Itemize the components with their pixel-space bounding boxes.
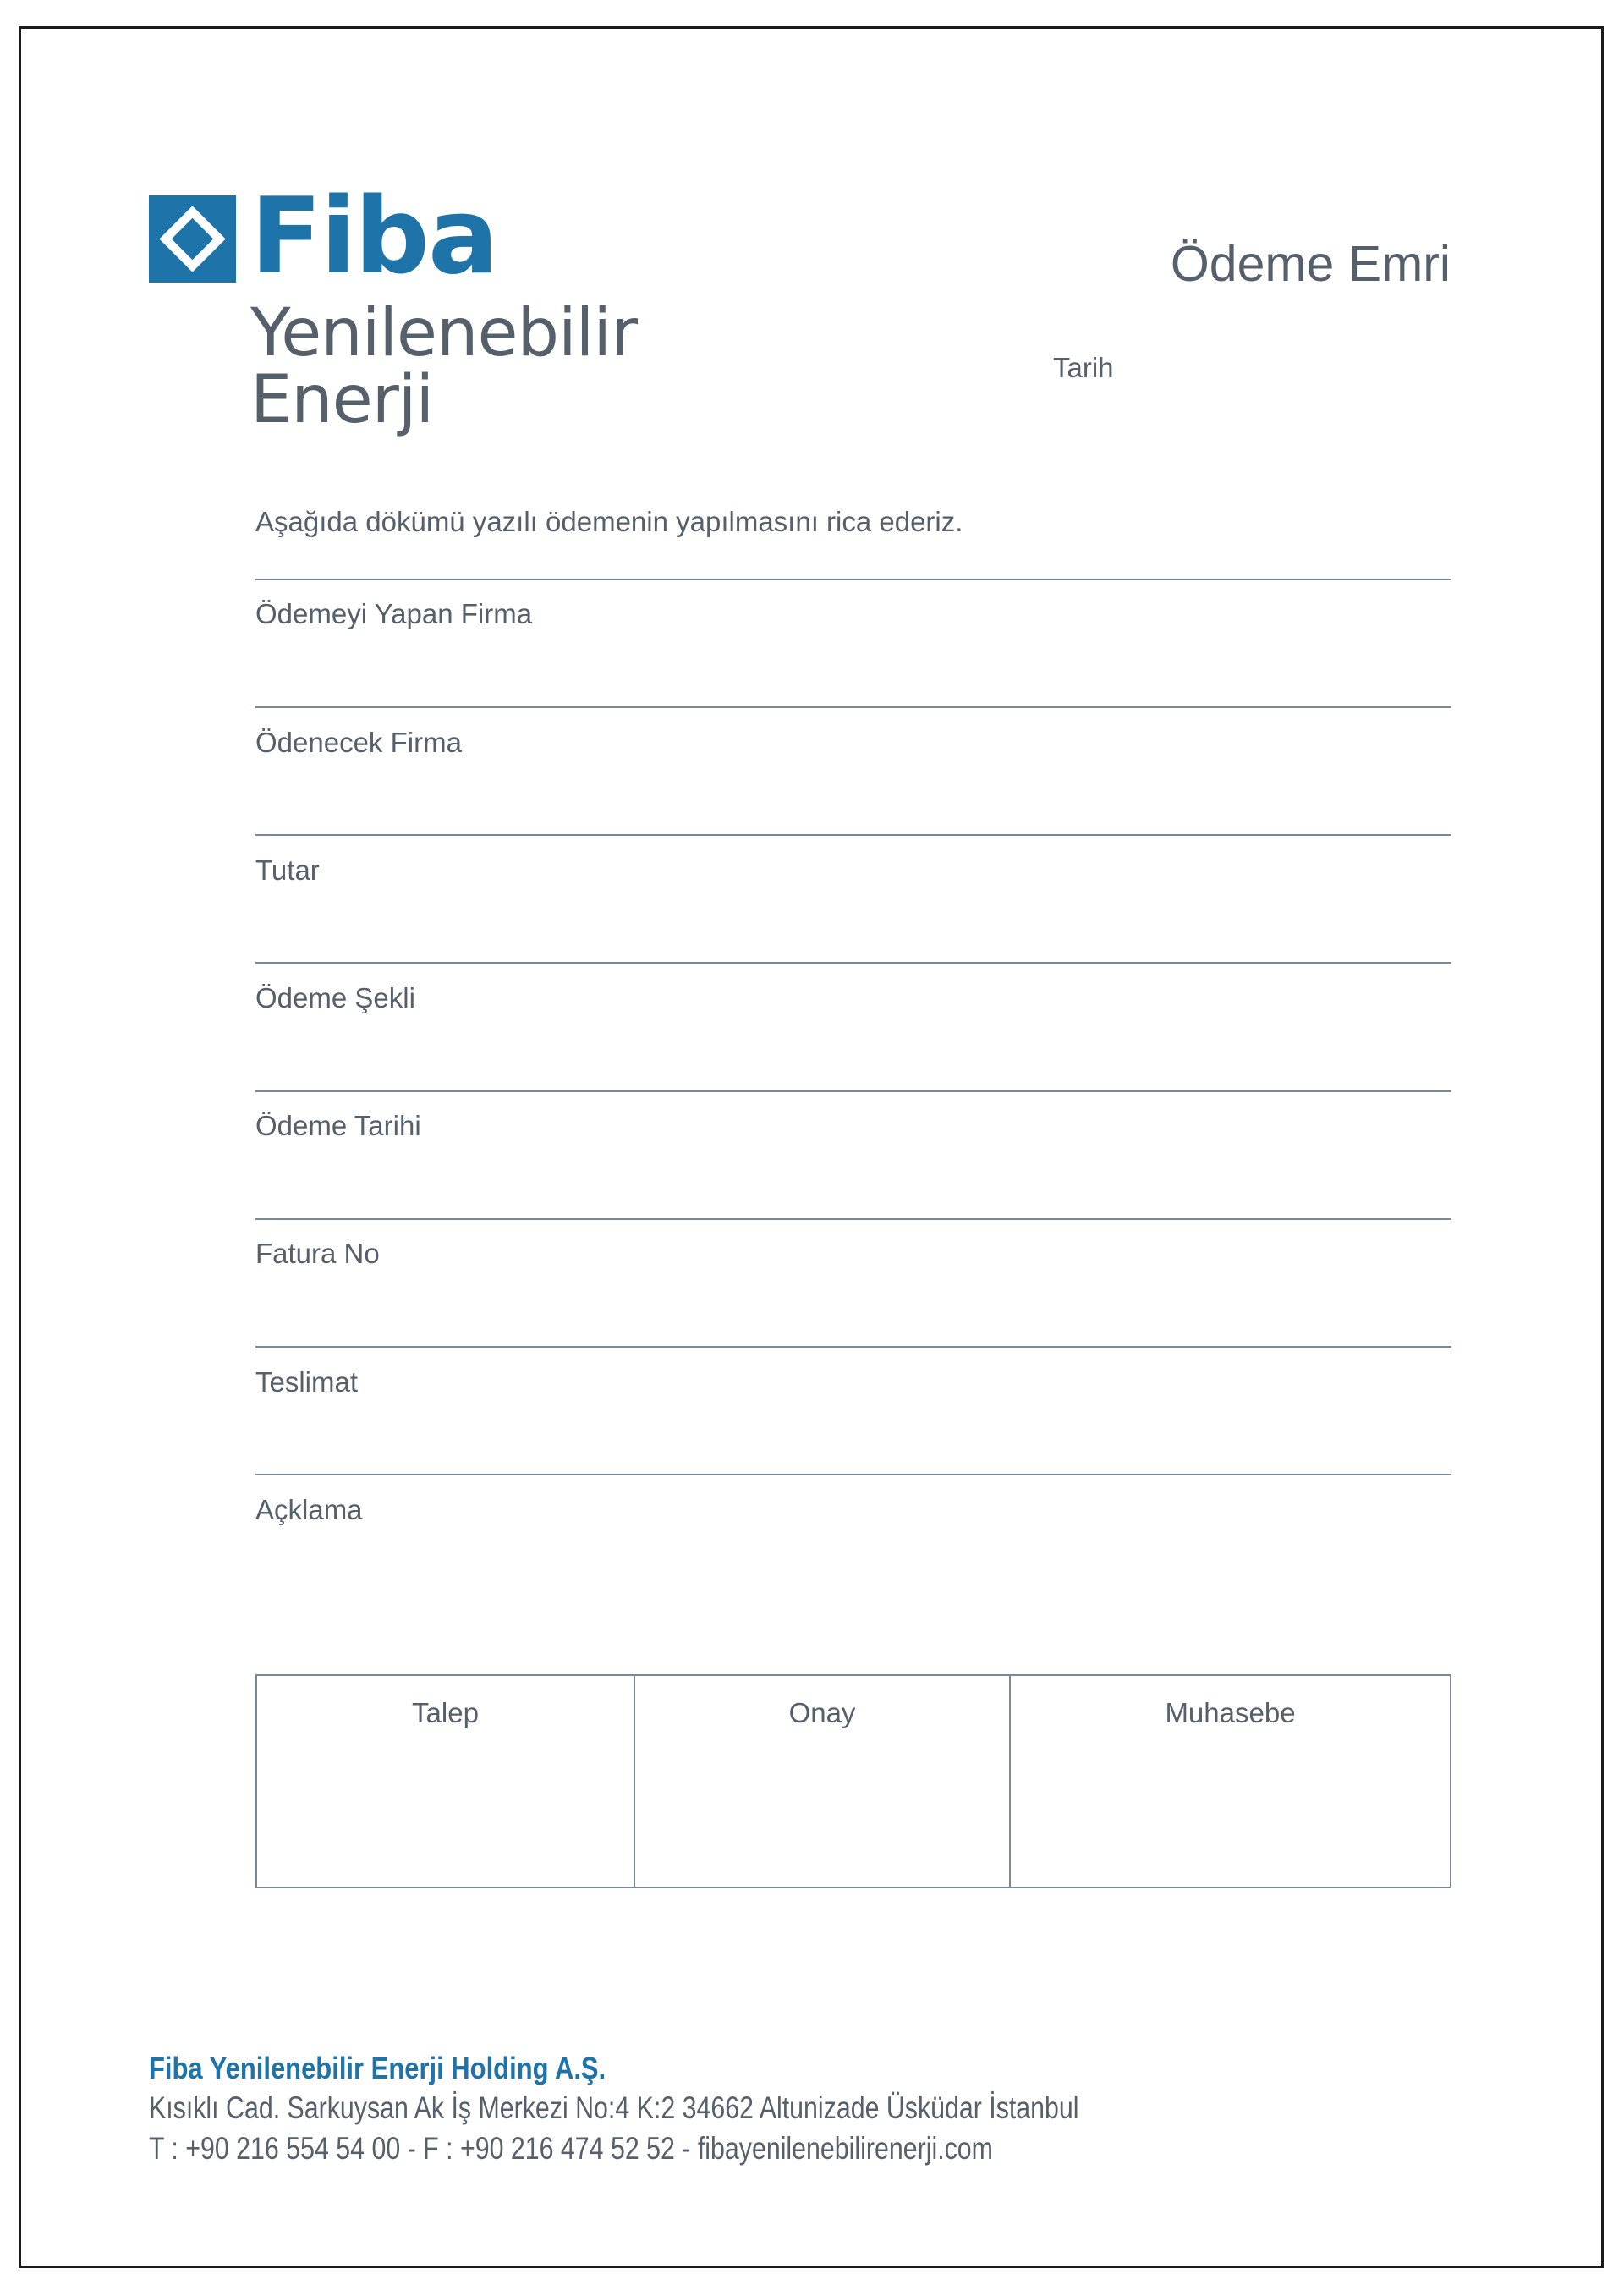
- diamond-square-icon: [149, 195, 236, 283]
- company-logo: [149, 176, 638, 444]
- field-label-payment-date: Ödeme Tarihi: [255, 1110, 421, 1141]
- field-label-amount: Tutar: [255, 854, 320, 886]
- field-divider: [255, 962, 1451, 964]
- signature-label-approval: Onay: [788, 1697, 856, 1728]
- logo-wordmark: Fiba: [250, 176, 497, 298]
- signature-label-accounting: Muhasebe: [1165, 1697, 1296, 1728]
- field-label-delivery: Teslimat: [255, 1366, 359, 1398]
- document-title: Ödeme Emri: [1170, 236, 1451, 292]
- field-label-invoice-no: Fatura No: [255, 1238, 380, 1269]
- footer-address: Kısıklı Cad. Sarkuysan Ak İş Merkezi No:4 K:2 34662 Altunizade Üsküdar İstanbul: [149, 2090, 1079, 2125]
- signature-cell-approval: [634, 1676, 1009, 1887]
- field-label-description: Açklama: [255, 1494, 363, 1525]
- date-label: Tarih: [1053, 352, 1114, 383]
- field-divider: [255, 1346, 1451, 1348]
- field-label-payment-method: Ödeme Şekli: [255, 982, 415, 1013]
- footer-contact: T : +90 216 554 54 00 - F : +90 216 474 52 52 - fibayenilenebilirenerji.com: [149, 2131, 993, 2166]
- field-label-payee-company: Ödenecek Firma: [255, 727, 462, 758]
- signature-label-request: Talep: [412, 1697, 479, 1728]
- field-label-paying-company: Ödemeyi Yapan Firma: [255, 598, 533, 629]
- footer-company-name: Fiba Yenilenebilir Enerji Holding A.Ş.: [149, 2051, 606, 2085]
- field-divider: [255, 1474, 1451, 1475]
- field-divider: [255, 1218, 1451, 1220]
- logo-subtitle-line2: Enerji: [250, 362, 434, 438]
- signature-cell-request: [257, 1676, 634, 1887]
- logo-subtitle-line1: Yenilenebilir: [250, 295, 638, 371]
- field-divider: [255, 706, 1451, 708]
- signature-table: [255, 1674, 1451, 1888]
- intro-text: Aşağıda dökümü yazılı ödemenin yapılmasını rica ederiz.: [255, 506, 963, 537]
- field-divider: [255, 834, 1451, 836]
- signature-cell-accounting: [1009, 1676, 1450, 1887]
- field-divider: [255, 579, 1451, 580]
- field-divider: [255, 1090, 1451, 1092]
